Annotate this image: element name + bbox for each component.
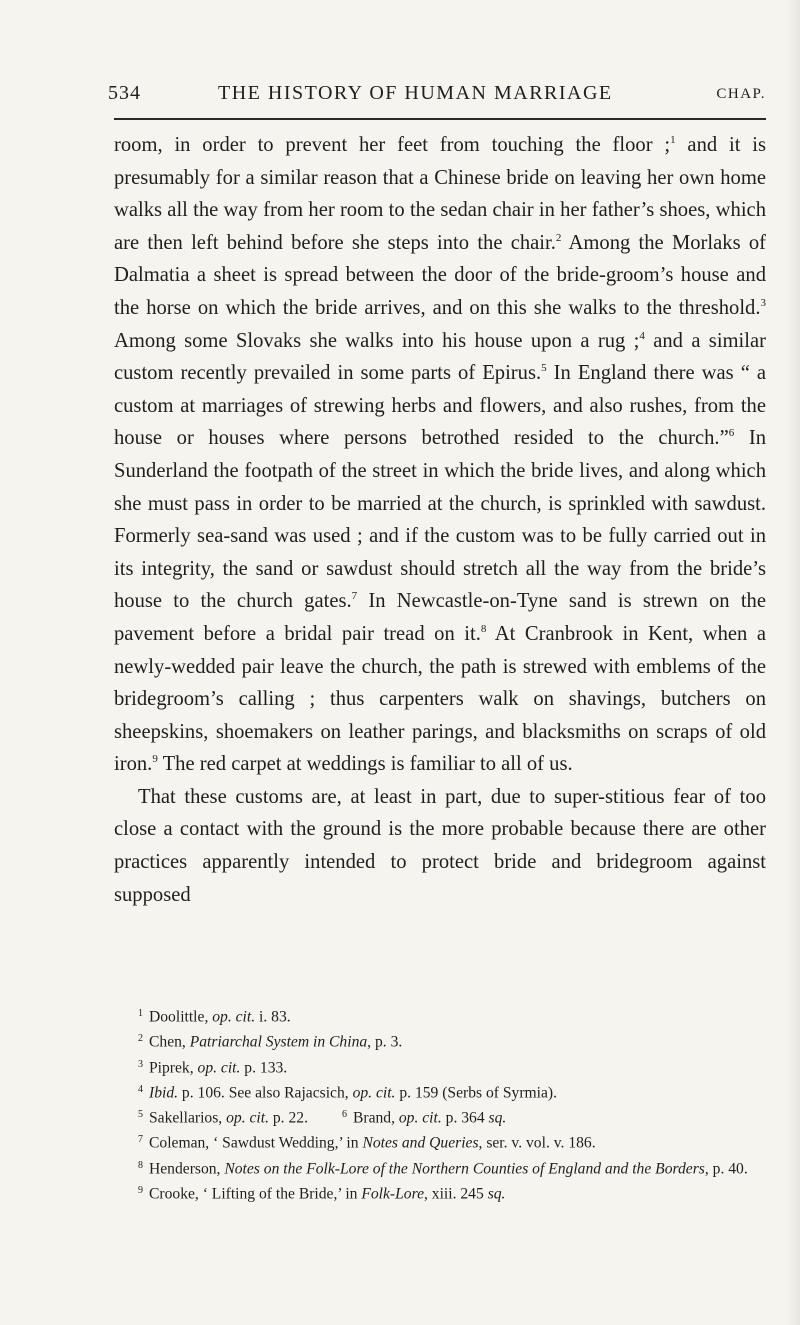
text-run: Crooke, ‘ Lifting of the Bride,’ in — [149, 1185, 362, 1203]
header-rule — [114, 118, 766, 120]
footnote — [114, 1028, 766, 1053]
footnote-marker: 3 — [760, 296, 766, 309]
italic-run: Notes on the Folk-Lore of the Northern Counties of England and the Borders — [224, 1160, 705, 1178]
paragraph-2: That these customs are, at least in part, due to super-stitious fear of too close a contact with the ground is the more probable because there are other practices apparently intended to protect bride and bridegroom against supposed — [114, 785, 766, 906]
chapter-mark: CHAP. — [716, 86, 766, 102]
paragraph-1 — [114, 129, 766, 781]
footnote-number: 1 — [138, 1008, 143, 1019]
text-run: p. 133. — [240, 1059, 288, 1077]
footnote-marker: 5 — [541, 361, 547, 374]
page-number: 534 — [108, 82, 141, 104]
text-run: , p. 40. — [704, 1160, 748, 1178]
italic-run: Folk-Lore — [361, 1185, 424, 1203]
text-run: and a similar custom recently prevailed in some parts of Epirus. — [114, 329, 766, 385]
italic-run: op. cit. — [226, 1109, 269, 1127]
text-run: Henderson, — [149, 1160, 225, 1178]
text-run: and it is presumably for a similar reason that a Chinese bride on leaving her own home walks all the way from her room to the sedan chair in her father’s shoes, which are then left behind before she steps into the chair. — [114, 134, 767, 254]
text-run: In England there was “ a custom at marriages of strewing herbs and flowers, and also rushes, from the house or houses where persons betrothed resided to the church.” — [114, 362, 766, 450]
main-text — [114, 129, 766, 911]
footnotes — [114, 1003, 766, 1205]
footnote-marker: 1 — [670, 133, 676, 146]
footnote-marker: 2 — [555, 231, 562, 244]
footnote — [114, 1180, 766, 1205]
text-run: Coleman, ‘ Sawdust Wedding,’ in — [149, 1134, 363, 1152]
footnote-marker: 7 — [351, 590, 358, 603]
footnote-number: 9 — [138, 1185, 143, 1197]
page-edge-shadow — [786, 0, 800, 1325]
text-run: p. 106. See also Rajacsich, — [178, 1084, 353, 1102]
italic-run: sq. — [487, 1185, 506, 1203]
footnote — [114, 1003, 766, 1028]
text-run: , p. 3. — [367, 1033, 403, 1051]
text-run: , ser. v. vol. v. 186. — [478, 1134, 596, 1152]
footnote — [114, 1129, 766, 1154]
text-run: room, in order to prevent her feet from touching the floor ; — [114, 134, 671, 156]
text-run: , xiii. 245 — [424, 1185, 488, 1203]
italic-run: Patriarchal System in China — [189, 1033, 368, 1051]
text-run: The red carpet at weddings is familiar to all of us. — [157, 753, 573, 776]
italic-run: sq. — [488, 1109, 507, 1127]
footnote-number: 5 — [138, 1109, 143, 1121]
text-run: p. 364 — [441, 1109, 489, 1127]
text-run: p. 159 (Serbs of Syrmia). — [395, 1084, 558, 1102]
text-run: i. 83. — [255, 1008, 291, 1026]
text-run: In Newcastle-on-Tyne sand is strewn on the pavement before a bridal pair tread on it. — [114, 590, 766, 645]
footnote-number: 7 — [138, 1134, 143, 1146]
footnote-number: 4 — [138, 1083, 143, 1095]
italic-run: op. cit. — [398, 1109, 442, 1127]
footnote-number: 2 — [138, 1033, 143, 1045]
text-run: At Cranbrook in Kent, when a newly-wedded pair leave the church, the path is strewed with emblems of the bridegroom’s calling ; thus carpenters walk on shavings, butchers on sheepskins, shoemakers on leather parings, and blacksmiths on scraps of old iron. — [114, 622, 766, 776]
text-run: p. 22. — [268, 1109, 308, 1127]
text-run: Among the Morlaks of Dalmatia a sheet is spread between the door of the bride-groom’s house and the horse on which the bride arrives, and on this she walks to the threshold. — [114, 231, 766, 319]
text-run: In Sunderland the footpath of the street in which the bride lives, and along which she must pass in order to be married at the church, is sprinkled with sawdust. Formerly sea-sand was used ; and if the custom was to be fully carried out in its integrity, the sand or sawdust should stretch all the way from the bride’s house to the church gates. — [114, 427, 766, 613]
italic-run: op. cit. — [212, 1008, 256, 1026]
italic-run: op. cit. — [197, 1059, 241, 1077]
footnote-number: 6 — [341, 1109, 347, 1121]
footnote-marker: 6 — [728, 427, 735, 440]
footnote-number: 8 — [138, 1159, 143, 1171]
text-run: Sakellarios, — [149, 1109, 227, 1127]
italic-run: op. cit. — [352, 1084, 396, 1102]
italic-run: Notes and Queries — [362, 1134, 479, 1152]
text-run: Chen, — [149, 1033, 190, 1051]
footnote — [114, 1079, 766, 1104]
text-run: Piprek, — [149, 1059, 198, 1077]
running-title: THE HISTORY OF HUMAN MARRIAGE — [218, 82, 613, 104]
footnote-marker: 9 — [152, 753, 158, 766]
footnote — [114, 1054, 766, 1079]
running-header — [108, 80, 766, 110]
italic-run: Ibid. — [149, 1084, 179, 1102]
text-run: Among some Slovaks she walks into his house upon a rug ; — [114, 329, 640, 352]
footnote-number: 3 — [138, 1058, 143, 1070]
footnote-marker: 4 — [639, 329, 645, 342]
footnote — [114, 1155, 766, 1180]
footnote-marker: 8 — [480, 622, 487, 635]
text-run: Doolittle, — [149, 1008, 213, 1026]
text-run: Brand, — [352, 1109, 399, 1127]
footnote — [114, 1104, 766, 1129]
